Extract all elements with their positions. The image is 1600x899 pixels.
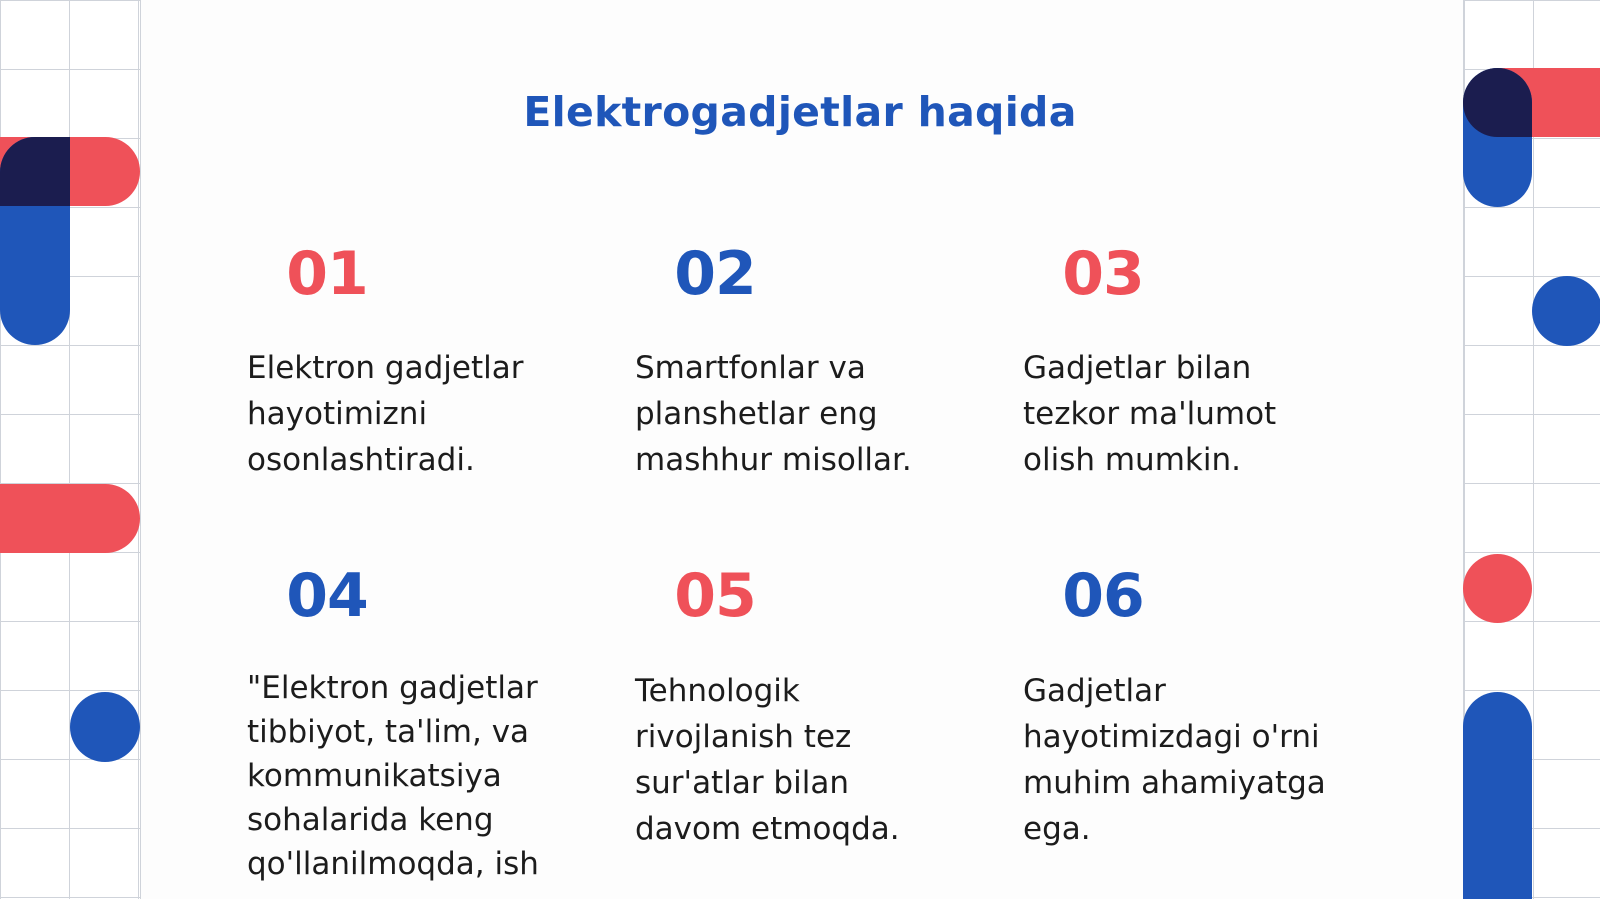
decor-red-pill-mid-left bbox=[0, 484, 140, 553]
item-number: 04 bbox=[286, 561, 368, 631]
item-05 bbox=[635, 560, 965, 847]
item-description: Gadjetlar hayotimizdagi o'rni muhim ahamiyatga ega. bbox=[1023, 673, 1326, 847]
item-number: 05 bbox=[674, 561, 756, 631]
item-number: 01 bbox=[286, 239, 368, 309]
item-description: Smartfonlar va planshetlar eng mashhur misollar. bbox=[635, 350, 912, 478]
decor-red-circle-right bbox=[1463, 554, 1532, 623]
item-03 bbox=[1023, 238, 1353, 478]
decor-blue-circle-left bbox=[70, 692, 140, 762]
item-number: 02 bbox=[674, 239, 756, 309]
item-description: Tehnologik rivojlanish tez sur'atlar bilan davom etmoqda. bbox=[635, 673, 900, 847]
item-description: Elektron gadjetlar hayotimizni osonlashtiradi. bbox=[247, 350, 524, 478]
decor-blue-circle-right bbox=[1532, 276, 1600, 346]
decor-navy-quarter-left bbox=[0, 137, 70, 206]
decor-blue-pill-bottom-right bbox=[1463, 692, 1532, 899]
item-01 bbox=[247, 238, 577, 478]
item-04 bbox=[247, 560, 577, 882]
item-number: 06 bbox=[1062, 561, 1144, 631]
item-02 bbox=[635, 238, 965, 478]
item-description: "Elektron gadjetlar tibbiyot, ta'lim, va kommunikatsiya sohalarida keng qo'llanilmoqda, ish bbox=[247, 670, 539, 882]
item-06 bbox=[1023, 560, 1353, 847]
page-title: Elektrogadjetlar haqida bbox=[523, 88, 1077, 136]
item-number: 03 bbox=[1062, 239, 1144, 309]
item-description: Gadjetlar bilan tezkor ma'lumot olish mumkin. bbox=[1023, 350, 1277, 478]
